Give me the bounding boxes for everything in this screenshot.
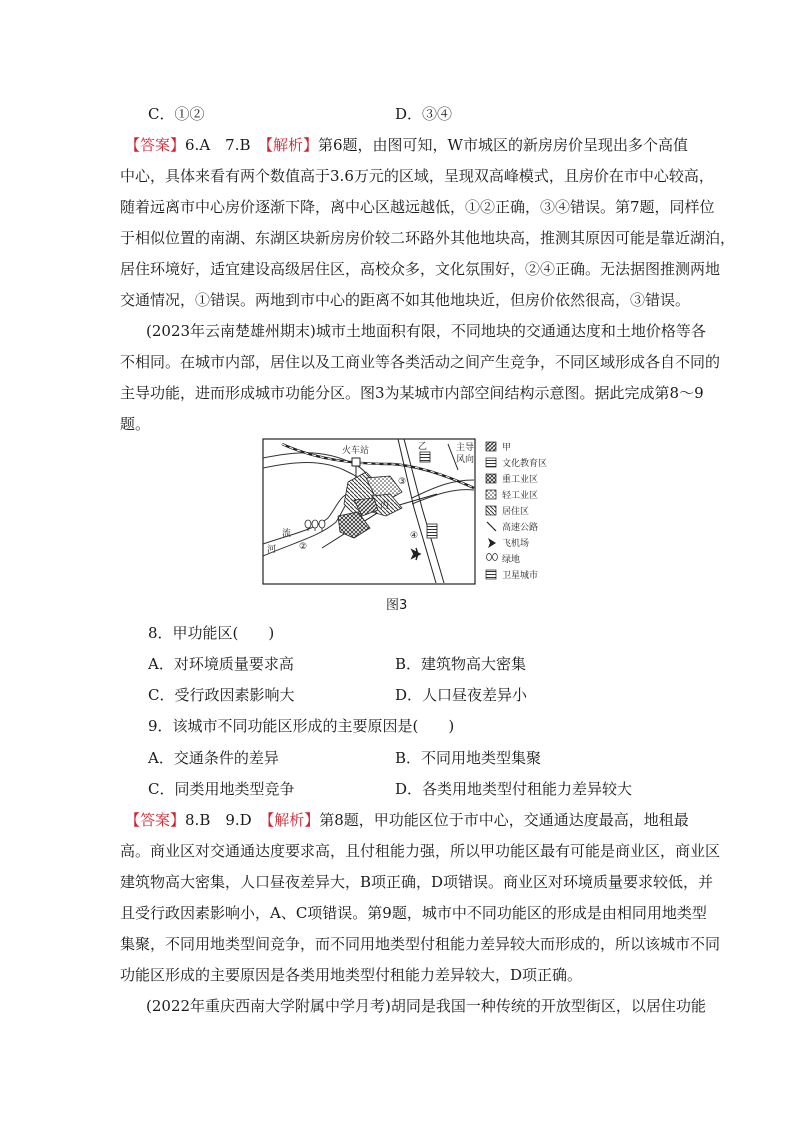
passage-line-1: (2023年云南楚雄州期末)城市土地面积有限，不同地块的交通通达度和土地价格等各 (146, 322, 706, 340)
answer-8-9-line-2: 高。商业区对交通通达度要求高，且付租能力强，所以甲功能区最有可能是商业区，商业区 (120, 842, 721, 860)
legend (486, 442, 547, 581)
label-wind-1: 主导 (456, 443, 475, 453)
figure-caption: 图3 (386, 598, 408, 613)
legend-label-light: 轻工业区 (502, 491, 539, 501)
answer-6-7-line-6: 交通情况，①错误。两地到市中心的距离不如其他地块近，但房价依然很高，③错误。 (120, 291, 691, 309)
q9-stem: 9．该城市不同功能区形成的主要原因是( ) (148, 717, 455, 735)
label-yi: 乙 (418, 442, 428, 452)
label-circle-4: ④ (410, 531, 419, 541)
q8-option-b: B．建筑物高大密集 (395, 655, 527, 673)
city-structure-svg (262, 438, 562, 586)
legend-swatch-heavy (486, 474, 496, 483)
label-train-station: 火车站 (342, 446, 370, 456)
legend-label-airport: 飞机场 (502, 539, 530, 549)
legend-highway-icon (487, 522, 496, 531)
legend-tree-icon-2 (493, 554, 498, 561)
q8-option-a: A．对环境质量要求高 (148, 655, 294, 673)
legend-swatch-satellite (486, 570, 496, 579)
legend-swatch-jia (486, 442, 496, 451)
legend-swatch-residential (486, 506, 496, 515)
answer-8-9-line-5: 集聚，不同用地类型间竞争，而不同用地类型付租能力差异较大而形成的，所以该城市不同 (120, 935, 721, 953)
analysis-text-2: 第8题，甲功能区位于市中心，交通通达度最高，地租最 (319, 811, 689, 829)
q8-stem: 8．甲功能区( ) (148, 624, 275, 642)
legend-label-heavy: 重工业区 (502, 475, 539, 485)
legend-tree-icon-1 (487, 554, 492, 561)
legend-label-education: 文化教育区 (502, 459, 548, 469)
label-river-1: 流 (282, 529, 292, 539)
legend-label-residential: 居住区 (502, 507, 530, 517)
label-river-2: 河 (267, 545, 277, 555)
answer-6-7-line-4: 于相似位置的南湖、东湖区块新房房价较二环路外其他地块高，推测其原因可能是靠近湖泊， (120, 229, 736, 247)
label-circle-3: ③ (398, 477, 407, 487)
legend-label-jia: 甲 (502, 443, 512, 453)
greenland-trees (305, 520, 325, 531)
q8-option-d: D．人口昼夜差异小 (395, 686, 528, 704)
label-wind-2: 风向 (456, 455, 475, 465)
train-station-marker (352, 458, 360, 466)
legend-label-satellite: 卫星城市 (502, 571, 539, 581)
next-passage-line: (2022年重庆西南大学附属中学月考)胡同是我国一种传统的开放型街区，以居住功能 (146, 997, 706, 1015)
answer-8-9-line-3: 建筑物高大密集，人口昼夜差异大，B项正确，D项错误。商业区对环境质量要求较低，并 (120, 873, 714, 891)
answer-values-2: 8.B 9.D (185, 811, 267, 829)
legend-swatch-light (486, 490, 496, 499)
q9-option-b: B．不同用地类型集聚 (395, 749, 542, 767)
legend-swatch-education (486, 458, 496, 467)
passage-line-2: 不相同。在城市内部，居住以及工商业等各类活动之间产生竞争，不同区域形成各自不同的 (120, 353, 721, 371)
q7-option-d: D．③④ (395, 105, 453, 123)
q8-option-c: C．受行政因素影响大 (148, 686, 295, 704)
legend-label-green: 绿地 (502, 555, 521, 565)
legend-airport-icon (488, 538, 496, 548)
answer-6-7-line-2: 中心，具体来看有两个数值高于3.6万元的区域，呈现双高峰模式，且房价在市中心较高， (120, 167, 714, 185)
answer-values: 6.A 7.B (185, 136, 266, 154)
label-circle-2: ② (299, 542, 308, 552)
answer-tag-2: 【答案】 (125, 811, 186, 829)
satellite-city-2 (427, 524, 437, 538)
q7-option-c: C．①② (148, 105, 205, 123)
analysis-tag: 【解析】 (265, 136, 319, 154)
figure-3-city-structure-map (262, 438, 562, 586)
answer-tag: 【答案】 (125, 136, 186, 154)
answer-6-7-line-3: 随着远离市中心房价逐渐下降，离中心区越远越低，①②正确，③④错误。第7题，同样位 (120, 198, 715, 216)
q9-option-c: C．同类用地类型竞争 (148, 780, 295, 798)
legend-label-highway: 高速公路 (502, 523, 539, 533)
q9-option-d: D．各类用地类型付租能力差异较大 (395, 780, 633, 798)
passage-line-3: 主导功能，进而形成城市功能分区。图3为某城市内部空间结构示意图。据此完成第8～9 (120, 384, 704, 402)
satellite-city-yi (420, 452, 430, 462)
answer-6-7-line-5: 居住环境好，适宜建设高级居住区，高校众多，文化氛围好，②④正确。无法据图推测两地 (120, 260, 721, 278)
analysis-text: 第6题，由图可知，W市城区的新房房价呈现出多个高值 (318, 136, 688, 154)
answer-8-9-line-1 (125, 810, 689, 830)
answer-8-9-line-6: 功能区形成的主要原因是各类用地类型付租能力差异较大，D项正确。 (120, 966, 583, 984)
passage-line-4: 题。 (120, 415, 151, 433)
q9-option-a: A．交通条件的差异 (148, 749, 279, 767)
label-bing: 丙 (380, 501, 390, 511)
answer-8-9-line-4: 且受行政因素影响小，A、C项错误。第9题，城市中不同功能区的形成是由相同用地类型 (120, 904, 707, 922)
analysis-tag-2: 【解析】 (266, 811, 320, 829)
answer-6-7-line-1 (125, 135, 688, 155)
